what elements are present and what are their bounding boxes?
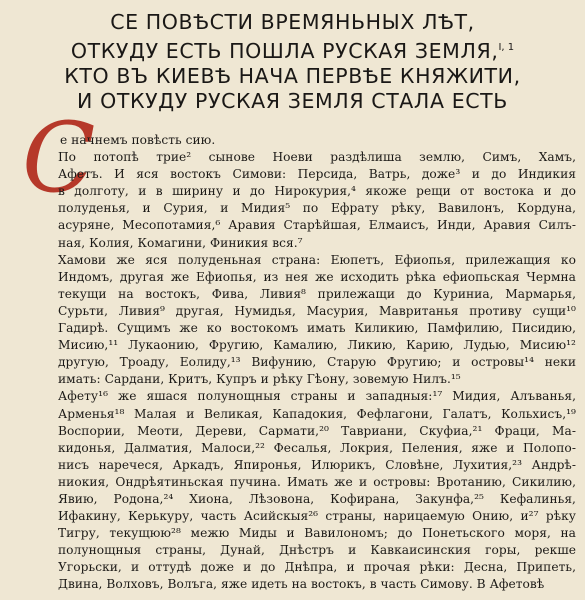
heading-line-1: СЕ ПОВѢСТИ ВРЕМЯНЬНЫХ ЛѢТ,: [110, 10, 475, 34]
heading-line-2: ОТКУДУ ЕСТЬ ПОШЛА РУСКАЯ ЗЕМЛЯ,$^{I, 1}$: [70, 39, 515, 63]
text-line: Явию, Родона,²⁴ Хиона, Лѣзовона, Кофирана, Закунфа,²⁵ Кефалинья,: [58, 491, 576, 506]
text-line: Индомъ, другая же Ефиопья, из нея же исходить рѣка ефиопьская Чермна: [58, 269, 576, 284]
text-line: нисъ наречеся, Аркадъ, Япиронья, Илюрикъ, Словѣне, Лухития,²³ Андрѣ-: [58, 457, 576, 472]
text-line: Хамови же яся полуденьная страна: Еюпетъ, Ефиопья, прилежащия ко: [58, 252, 576, 267]
text-line: Ифакину, Керькуру, часть Асийскыя²⁶ страны, нарицаемую Онию, и²⁷ рѣку: [58, 509, 576, 524]
chapter-heading: [0, 10, 585, 114]
text-line: другую, Троаду, Еолиду,¹³ Вифунию, Старую Фругию; и островы¹⁴ неки: [58, 355, 576, 370]
text-line: Мисию,¹¹ Лукаонию, Фругию, Камалию, Ликию, Карию, Лудью, Мисию¹²: [58, 338, 576, 353]
text-line: Гадирѣ. Сущимъ же ко востокомъ имать Киликию, Памфилию, Писидию,: [58, 321, 576, 336]
text-line: Сурьти, Ливия⁹ другая, Нумидья, Масурия, Мавританья противу сущи¹⁰: [58, 303, 576, 318]
text-line: кидонья, Далматия, Малоси,²² Фесалья, Локрия, Пеления, яже и Полопо-: [58, 440, 576, 455]
text-line: полунощныя страны, Дунай, Днѣстръ и Кавкаисинския горы, рекше: [58, 543, 576, 558]
text-line: асуряне, Месопотамия,⁶ Аравия Старѣйшая, Елмаисъ, Инди, Аравия Силъ-: [58, 218, 576, 233]
text-line: е начнемъ повѣсть сию.: [60, 133, 216, 147]
heading-line-4: И ОТКУДУ РУСКАЯ ЗЕМЛЯ СТАЛА ЕСТЬ: [77, 89, 508, 113]
decorated-initial-letter: С: [22, 102, 96, 214]
text-line: Угорьски, и оттудѣ доже и до Днѣпра, и прочая рѣки: Десна, Припеть,: [58, 560, 576, 575]
text-line: ниокия, Ондрѣятиньская пучина. Имать же и островы: Вротанию, Сикилию,: [58, 474, 576, 489]
text-line: Тигру, текущюю²⁸ межю Миды и Вавилономъ; до Понетьского моря, на: [58, 526, 576, 541]
text-line: Афетъ. И яся востокъ Симови: Персида, Ватрь, доже³ и до Индикия: [58, 167, 576, 182]
text-line: ная, Колия, Комагини, Финикия вся.⁷: [58, 235, 303, 250]
text-line: в долготу, и в ширину и до Нирокурия,⁴ якоже рещи от востока и до: [58, 184, 576, 199]
heading-line-3: КТО ВЪ КИЕВѢ НАЧА ПЕРВѢЕ КНЯЖИТИ,: [64, 64, 521, 88]
text-line: полуденья, и Сурия, и Мидия⁵ по Ефрату рѣку, Вавилонъ, Кордуна,: [58, 201, 576, 216]
text-line: имать: Сардани, Критъ, Купръ и рѣку Гѣону, зовемую Нилъ.¹⁵: [58, 372, 461, 387]
text-line: текущи на востокъ, Фива, Ливия⁸ прилежащи до Куриниа, Мармарья,: [58, 286, 576, 301]
body-text: [58, 132, 576, 594]
text-line: По потопѣ трие² сынове Ноеви раздѣлиша землю, Симъ, Хамъ,: [58, 150, 576, 165]
text-line: Арменья¹⁸ Малая и Великая, Кападокия, Фефлагони, Галатъ, Кольхисъ,¹⁹: [58, 406, 576, 421]
text-line: Воспории, Меоти, Дереви, Сармати,²⁰ Тавриани, Скуфиа,²¹ Фраци, Ма-: [58, 423, 576, 438]
text-line: Двина, Волховъ, Волъга, яже идеть на востокъ, в часть Симову. В Афетовѣ: [58, 577, 545, 592]
footnote-mark: I, 1: [498, 42, 515, 53]
text-line: Афету¹⁶ же яшася полунощныя страны и западныя:¹⁷ Мидия, Алъванья,: [58, 389, 576, 404]
